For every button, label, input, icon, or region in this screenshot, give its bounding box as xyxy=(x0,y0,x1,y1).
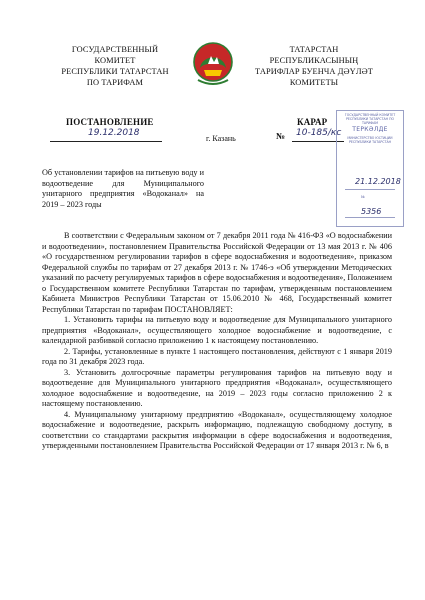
header-right-line: КОМИТЕТЫ xyxy=(289,78,339,87)
header-right-line: РЕСПУБЛИКАСЫНЫҢ xyxy=(269,56,359,65)
header-right-line: ТАРИФЛАР БУЕНЧА ДӘҮЛӘТ xyxy=(255,67,373,76)
header-left-line: РЕСПУБЛИКИ ТАТАРСТАН xyxy=(61,67,169,76)
doc-type-tt: КАРАР xyxy=(297,117,328,127)
body-paragraph: 2. Тарифы, установленные в пункте 1 настоящего постановления, действуют с 1 января 2019 года по 31 декабря 2023 года. xyxy=(42,346,392,366)
handwritten-date: 19.12.2018 xyxy=(88,128,140,138)
body-paragraph: 3. Установить долгосрочные параметры регулирования тарифов на питьевую воду и водоотведение для Муниципального унитарного предприятия «Водоканал», осуществляющего холодное водоснабжение и водоотведение, на 2019 – 2023 годы согласно приложению 2 к настоящему постановлению. xyxy=(42,367,392,408)
stamp-number-label: № xyxy=(361,195,365,199)
header-right-tt xyxy=(234,44,394,88)
header-left-line: ГОСУДАРСТВЕННЫЙ xyxy=(71,45,159,54)
stamp-divider xyxy=(345,217,395,218)
city: г. Казань xyxy=(206,134,236,143)
stamp-date: 21.12.2018 xyxy=(355,177,401,186)
stamp-top-text: ГОСУДАРСТВЕННЫЙ КОМИТЕТ РЕСПУБЛИКИ ТАТАРСТАН ПО ТАРИФАМ xyxy=(344,113,396,125)
stamp-divider xyxy=(345,189,395,190)
handwritten-number: 10-185/кс xyxy=(296,128,342,138)
header-left-ru xyxy=(40,44,190,88)
document-body xyxy=(42,231,392,452)
document-subject: Об установлении тарифов на питьевую воду и водоотведение для Муниципального унитарного предприятия «Водоканал» на 2019 – 2023 годы xyxy=(42,168,204,209)
coat-of-arms-icon xyxy=(192,40,234,88)
body-paragraph: 4. Муниципальному унитарному предприятию «Водоканал», осуществляющему холодное водоснабжение и водоотведение, раскрыть информацию, подлежащую свободному доступу, в соответствии со стандартами раскрытия информации в сфере водоснабжения и водоотведения, утвержденными постановлением Правительства Российской Федерации от 17 января 2013 г. № 6, в xyxy=(42,409,392,450)
header-left-line: КОМИТЕТ xyxy=(94,56,136,65)
body-paragraph: В соответствии с Федеральным законом от 7 декабря 2011 года № 416-ФЗ «О водоснабжении и водоотведении», постановлением Правительства Российской Федерации от 13 мая 2013 г. № 406 «О государственном регулировании тарифов в сфере водоснабжения и водоотведения», приказом Федеральной службы по тарифам от 27 декабря 2013 г. № 1746-э «Об утверждении Методических указаний по расчету регулируемых тарифов в сфере водоснабжения и водоотведения», Положением о Государственном комитете Республики Татарстан по тарифам, утвержденным постановлением Кабинета Министров Республики Татарстан от 15.06.2010 № 468, Государственный комитет Республики Татарстан по тарифам ПОСТАНОВЛЯЕТ: xyxy=(42,231,392,314)
registration-stamp xyxy=(336,110,404,227)
stamp-big-text: ТЕРКӘЛДЕ xyxy=(352,126,388,133)
stamp-number: 5356 xyxy=(361,207,382,216)
body-paragraph: 1. Установить тарифы на питьевую воду и водоотведение для Муниципального унитарного предприятия «Водоканал», осуществляющего холодное водоснабжение и водоотведение, с календарной разбивкой согласно приложению 1 к настоящему постановлению. xyxy=(42,315,392,345)
header-right-line: ТАТАРСТАН xyxy=(289,45,339,54)
header-left-line: ПО ТАРИФАМ xyxy=(86,78,144,87)
number-sign: № xyxy=(276,131,286,141)
stamp-mid-text: МИНИСТЕРСТВО ЮСТИЦИИ РЕСПУБЛИКИ ТАТАРСТАН xyxy=(347,136,393,144)
doc-type-ru: ПОСТАНОВЛЕНИЕ xyxy=(66,117,154,127)
